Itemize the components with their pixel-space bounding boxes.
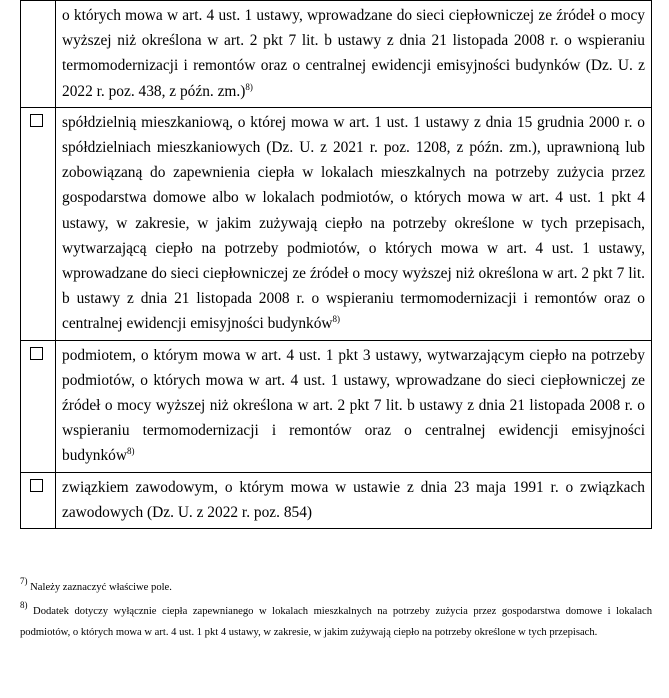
checkbox-cell[interactable] — [21, 472, 56, 528]
footnote-text: Dodatek dotyczy wyłącznie ciepła zapewnianego w lokalach mieszkalnych na potrzeby zużycia przez gospodarstwa domowe i lokalach podmiotów, o których mowa w art. 4 ust. 1 pkt 4 ustawy, w zakresie, w jakim zużywają ciepło na potrzeby określone w tych przepisach. — [20, 606, 652, 638]
footnote-ref: 8) — [332, 314, 341, 325]
option-row-entity — [21, 340, 652, 472]
footnotes — [20, 577, 652, 643]
checkbox-housing-cooperative[interactable] — [30, 114, 43, 127]
option-row-continued — [21, 1, 652, 108]
option-text-cell — [56, 340, 652, 472]
options-table — [20, 0, 652, 529]
footnote-mark: 8) — [20, 600, 28, 610]
checkbox-cell[interactable] — [21, 107, 56, 340]
checkbox-cell-empty — [21, 1, 56, 108]
option-text: podmiotem, o którym mowa w art. 4 ust. 1 pkt 3 ustawy, wytwarzającym ciepło na potrzeby podmiotów, o których mowa w art. 4 ust. 1 ustawy, wprowadzane do sieci ciepłowniczej ze źródeł o mocy wyższej niż określona w art. 2 pkt 7 lit. b ustawy z dnia 21 listopada 2008 r. o wspieraniu termomodernizacji i remontów oraz o centralnej ewidencji emisyjności budynków — [62, 346, 645, 465]
option-text: o których mowa w art. 4 ust. 1 ustawy, wprowadzane do sieci ciepłowniczej ze źródeł o mocy wyższej niż określona w art. 2 pkt 7 lit. b ustawy z dnia 21 listopada 2008 r. o wspieraniu termomodernizacji i remontów oraz o centralnej ewidencji emisyjności budynków (Dz. U. z 2022 r. poz. 438, z późn. zm.) — [62, 7, 645, 100]
option-text: spółdzielnią mieszkaniową, o której mowa w art. 1 ust. 1 ustawy z dnia 15 grudnia 2000 r. o spółdzielniach mieszkaniowych (Dz. U. z 2021 r. poz. 1208, z późn. zm.), uprawnioną lub zobowiązaną do zapewnienia ciepła w lokalach mieszkalnych na potrzeby zużycia przez gospodarstwa domowe albo w lokalach podmiotów, o których mowa w art. 4 ust. 1 pkt 4 ustawy, w zakresie, w jakim zużywają ciepło na potrzeby określone w tych przepisach, wytwarzającą ciepło na potrzeby podmiotów, o których mowa w art. 4 ust. 1 ustawy, wprowadzane do sieci ciepłowniczej ze źródeł o mocy wyższej niż określona w art. 2 pkt 7 lit. b ustawy z dnia 21 listopada 2008 r. o wspieraniu termomodernizacji i remontów oraz o centralnej ewidencji emisyjności budynków — [62, 113, 645, 333]
option-row-housing-cooperative — [21, 107, 652, 340]
option-text: związkiem zawodowym, o którym mowa w ustawie z dnia 23 maja 1991 r. o związkach zawodowych (Dz. U. z 2022 r. poz. 854) — [62, 478, 645, 521]
option-text-cell — [56, 107, 652, 340]
option-text-cell — [56, 472, 652, 528]
footnote-ref: 8) — [245, 81, 253, 92]
option-row-trade-union — [21, 472, 652, 528]
footnote-7 — [20, 577, 652, 598]
option-text-cell — [56, 1, 652, 108]
footnote-text: Należy zaznaczyć właściwe pole. — [30, 582, 172, 593]
footnote-mark: 7) — [20, 576, 28, 586]
checkbox-cell[interactable] — [21, 340, 56, 472]
footnote-8 — [20, 601, 652, 643]
footnote-ref: 8) — [126, 446, 135, 457]
checkbox-trade-union[interactable] — [30, 479, 43, 492]
checkbox-entity[interactable] — [30, 347, 43, 360]
